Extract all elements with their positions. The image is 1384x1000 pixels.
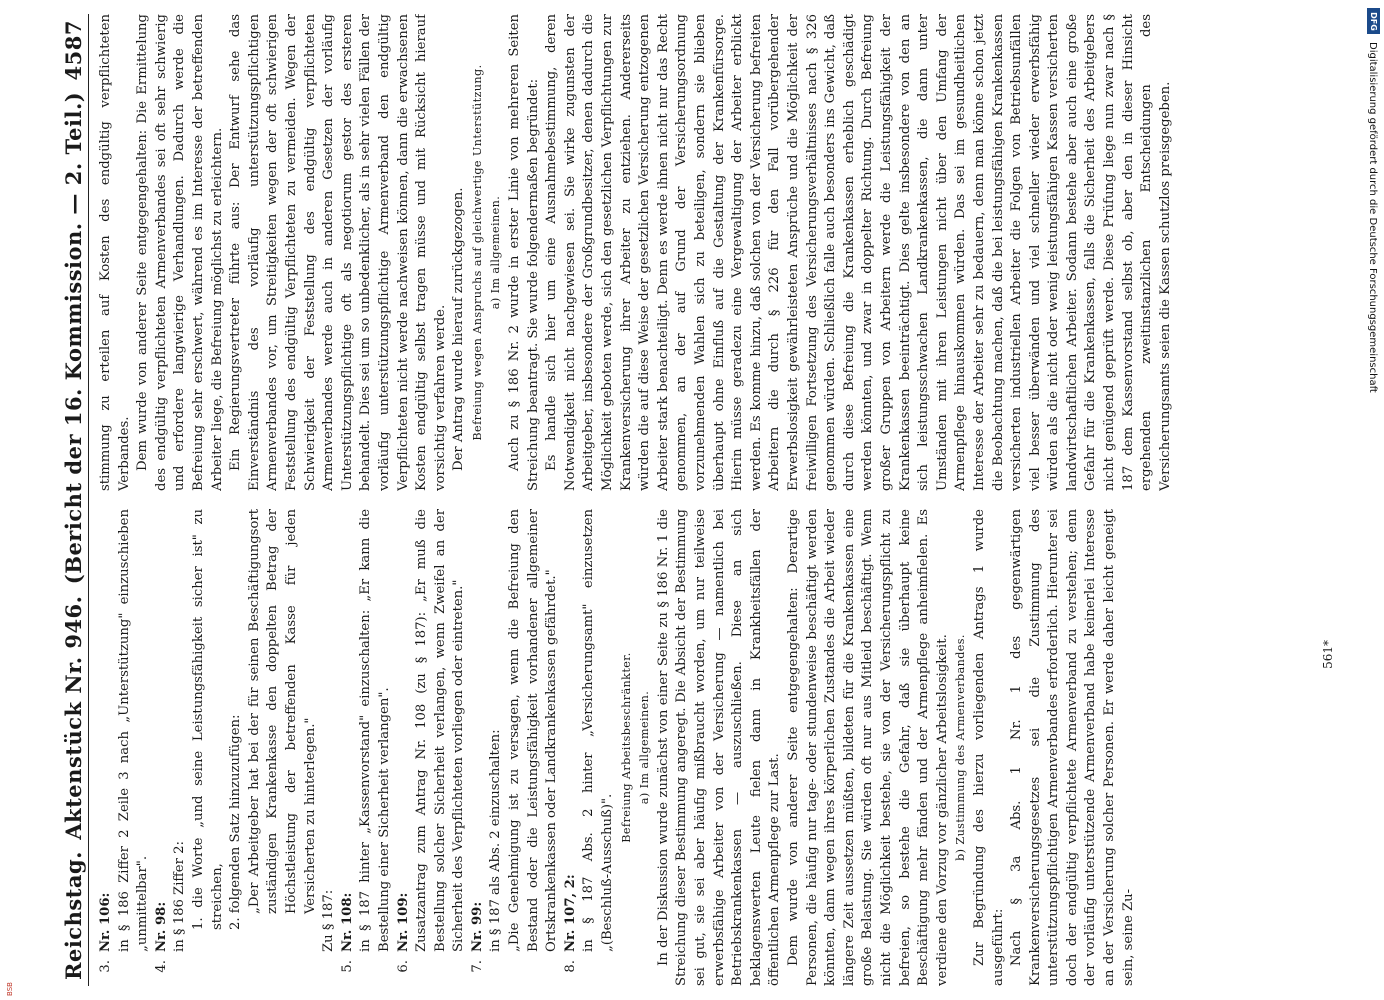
right-column: [97, 14, 1272, 491]
paragraph: Auch zu § 186 Nr. 2 wurde in erster Linie von mehreren Seiten Streichung beantragt. Sie wurde folgendermaßen begründet:: [507, 14, 541, 491]
list-item: 6. Nr. 109:: [395, 892, 411, 973]
header-reichstag: Reichstag.: [61, 851, 86, 980]
list-item: 5. Nr. 108:: [339, 892, 355, 973]
rotated-page: [55, 0, 1335, 1000]
subsection-heading: b) Zustimmung des Armenverbandes.: [954, 634, 968, 861]
left-column: 3. Nr. 106: in § 186 Ziffer 2 Zeile 3 nach „Unterstützung" einzuschieben „unmittelbar". 4. Nr. 98: in § 186 Ziffer 2: 1. die Worte „und seine Leistungsfähigkeit sicher ist" zu streichen, 2. folgenden Satz hinzuzufügen: „Der Arbeitgeber hat bei der für seinen Beschäftigungsort zuständigen Krankenkasse den doppelten Betrag der Höchstleistung der betreffenden Kasse für jeden Versicherten zu hinterlegen." Zu § 187: 5. Nr. 108: in § 187 hinter „Kassenvorstand" einzuschalten: „Er kann die Bestellung einer Sicherheit verlangen". 6. Nr. 109: Zusatzantrag zum Antrag Nr. 108 (zu § 187): „Er muß die Bestellung solcher Sicherheit verlangen, wenn Zweifel an der Sicherheit des Verpflichteten vorliegen oder eintreten." 7. Nr. 99: in § 187 als Abs. 2 einzuschalten: „Die Genehmigung ist zu versagen, wenn die Befreiung den Bestand oder die Leistungsfähigkeit vorhandener allgemeiner Ortskrankenkassen oder Landkrankenkassen gefährdet." 8. Nr. 107, 2: in § 187 Abs. 2 hinter „Versicherungsamt" einzusetzen „(Beschluß-Ausschuß)". Befreiung Arbeitsbeschränkter. a) Im allgemeinen. In der Diskussion wurde zunächst von einer Seite zu § 186 Nr. 1 die Streichung dieser Bestimmung angeregt. Die Absicht der Bestimmung sei gut, sie sei aber häufig mißbraucht worden, um nur teilweise erwerbsfähige Arbeiter von der Versicherung — namentlich bei Betriebskrankenkassen — auszuschließen. Diese an sich beklagenswerten Leute fielen dann in Krankheitsfällen der öffentlichen Armenpflege zur Last. Dem wurde von anderer Seite entgegengehalten: Derartige Personen, die häufig nur tage- oder stundenweise beschäftigt werden könnten, dann wegen ihres körperlichen Zustandes die Arbeit wieder längere Zeit aussetzen müßten, bildeten für die Krankenkassen eine große Belastung. Sie würden oft nur aus Mitleid beschäftigt. Wenn nicht die Möglichkeit bestehe, sie von der Versicherungspflicht zu befreien, so bestehe die Gefahr, daß sie überhaupt keine Beschäftigung mehr fänden und der Armenpflege anheimfielen. Es verdiene den Vorzug vor gänzlicher Arbeitslosigkeit. b) Zustimmung des Armenverbandes. Zur Begründung des hierzu vorliegenden Antrags 1 wurde ausgeführt: Nach § 3a Abs. 1 Nr. 1 des gegenwärtigen Krankenversicherungsgesetzes sei die Zustimmung des unterstützungspflichtigen Armenverbandes erforderlich. Hierunter sei doch der endgültig verpflichtete Armenverband zu verstehen; denn der vorläufig unterstützende Armenverband habe keinerlei Interesse an der Versicherung solcher Personen. Er werde daher leicht geneigt sein, seine Zu-: [97, 509, 1272, 986]
header-aktenstueck: Aktenstück Nr. 946.: [61, 595, 86, 840]
text-columns: [89, 14, 1272, 986]
page-number: 4587: [61, 20, 86, 81]
sheet-signature: 561*: [1321, 640, 1335, 669]
digitization-credit: Digitalisierung gefördert durch die Deutsche Forschungsgemeinschaft: [1367, 42, 1378, 393]
section-heading: Befreiung Arbeitsbeschränkter.: [619, 652, 633, 843]
subsection-heading: a) Im allgemeinen.: [489, 195, 503, 310]
paragraph: Der Antrag wurde hierauf zurückgezogen.: [451, 187, 467, 471]
digitization-strip: [1366, 0, 1380, 1000]
subsection-heading: a) Im allgemeinen.: [638, 690, 652, 805]
paragraph: stimmung zu erteilen auf Kosten des endgültig verpflichteten Verbandes.: [98, 14, 132, 491]
paragraph: In der Diskussion wurde zunächst von einer Seite zu § 186 Nr. 1 die Streichung dieser Bestimmung angeregt. Die Absicht der Bestimmung sei gut, sie sei aber häufig mißbraucht worden, um nur teilweise erwerbsfähige Arbeiter von der Versicherung — namentlich bei Betriebskrankenkassen — auszuschließen. Diese an sich beklagenswerten Leute fielen dann in Krankheitsfällen der öffentlichen Armenpflege zur Last.: [655, 509, 783, 986]
list-item: 8. Nr. 107, 2:: [562, 874, 578, 973]
dfg-logo-icon: DFG: [1367, 8, 1380, 34]
paragraph: Dem wurde von anderer Seite entgegengehalten: Derartige Personen, die häufig nur tage- oder stundenweise beschäftigt werden könnten, dann wegen ihres körperlichen Zustandes die Arbeit wieder längere Zeit aussetzen müßten, bildeten für die Krankenkassen eine große Belastung. Sie würden oft nur aus Mitleid beschäftigt. Wenn nicht die Möglichkeit bestehe, sie von der Versicherungspflicht zu befreien, so bestehe die Gefahr, daß sie überhaupt keine Beschäftigung mehr fänden und der Armenpflege anheimfielen. Es verdiene den Vorzug vor gänzlicher Arbeitslosigkeit.: [785, 509, 950, 986]
list-item: 3. Nr. 106:: [98, 892, 113, 973]
paragraph: Zur Begründung des hierzu vorliegenden Antrags 1 wurde ausgeführt:: [971, 509, 1006, 986]
header-bericht: (Bericht der 16. Kommission. — 2. Teil.): [61, 91, 86, 585]
page-header: [61, 14, 89, 986]
list-item: 4. Nr. 98:: [153, 901, 169, 973]
section-heading: Befreiung wegen Anspruchs auf gleichwertige Unterstützung.: [470, 64, 484, 441]
paragraph: Nach § 3a Abs. 1 Nr. 1 des gegenwärtigen Krankenversicherungsgesetzes sei die Zustimmung des unterstützungspflichtigen Armenverbandes erforderlich. Hierunter sei doch der endgültig verpflichtete Armenverband zu verstehen; denn der vorläufig unterstützende Armenverband habe keinerlei Interesse an der Versicherung solcher Personen. Er werde daher leicht geneigt sein, seine Zu-: [1009, 509, 1136, 986]
paragraph: Ein Regierungsvertreter führte aus: Der Entwurf sehe das Einverständnis des vorläufig unterstützungspflichtigen Armenverbandes vor, um Streitigkeiten wegen der oft schwierigen Feststellung des endgültig Verpflichteten zu vermeiden. Wegen der Schwierigkeit der Feststellung des endgültig verpflichteten Armenverbandes werde auch in anderen Gesetzen der vorläufig Unterstützungspflichtige oft als negotiorum gestor des ersteren behandelt. Dies sei um so unbedenklicher, als in sehr vielen Fällen der vorläufig unterstützungspflichtige Armenverband den endgültig Verpflichteten nicht werde nachweisen können, dann die erwachsenen Kosten endgültig selbst tragen müsse und mit Rücksicht hierauf vorsichtig verfahren werde.: [228, 14, 448, 491]
paragraph: Dem wurde von anderer Seite entgegengehalten: Die Ermittelung des endgültig verpflichteten Armenverbandes sei oft sehr schwierig und erfordere langwierige Verhandlungen. Dadurch werde die Befreiung sehr erschwert, während es im Interesse der betreffenden Arbeiter liege, die Befreiung möglichst zu erleichtern.: [135, 14, 225, 491]
paragraph: Es handle sich hier um eine Ausnahmebestimmung, deren Notwendigkeit nicht nachgewiesen sei. Sie wirke zugunsten der Arbeitgeber, insbesondere der Großgrundbesitzer, denen dadurch die Möglichkeit geboten werde, sich den gesetzlichen Verpflichtungen zur Krankenversicherung ihrer Arbeiter zu entziehen. Andererseits würden die auf diese Weise der gesetzlichen Versicherung entzogenen Arbeiter stark benachteiligt. Denn es werde ihnen nicht nur das Recht genommen, an der auf Grund der Versicherungsordnung vorzunehmenden Wahlen sich zu beteiligen, sondern sie blieben überhaupt ohne Einfluß auf die Gestaltung der Krankenfürsorge. Hierin müsse geradezu eine Vergewaltigung der Arbeiter erblickt werden. Es komme hinzu, daß solchen von der Versicherung befreiten Arbeitern die durch § 226 für den Fall vorübergehender Erwerbslosigkeit gewährleisteten Ansprüche und die Möglichkeit der freiwilligen Fortsetzung des Versicherungsverhältnisses nach § 326 genommen würden. Schließlich falle auch besonders ins Gewicht, daß durch diese Befreiung die Krankenkassen erheblich geschädigt werden könnten, und zwar in doppelter Richtung. Durch Befreiung großer Gruppen von Arbeitern werde die Leistungsfähigkeit der Krankenkassen beeinträchtigt. Dies gelte insbesondere von den an sich leistungsschwachen Landkrankenkassen, die dann unter Umständen mit ihren Leistungen nicht über den Umfang der Armenpflege hinauskommen würden. Das sei im gesundheitlichen Interesse der Arbeiter sehr zu bedauern, denn man könne schon jetzt die Beobachtung machen, daß die bei leistungsfähigen Krankenkassen versicherten industriellen Arbeiter die Folgen von Betriebsunfällen viel besser überwänden und viel schneller wieder erwerbsfähig würden als die nicht oder wenig leistungsfähigen Kassen versicherten landwirtschaftlichen Arbeiter. Sodann bestehe aber auch eine große Gefahr für die Krankenkassen, falls die Sicherheit des Arbeitgebers nicht genügend geprüft werde. Diese Prüfung liege nun zwar nach § 187 dem Kassenvorstand selbst ob, aber den in dieser Hinsicht ergehenden zweitinstanzlichen Entscheidungen des Versicherungsamts seien die Kassen schutzlos preisgegeben.: [544, 14, 1173, 491]
library-stamp: BSB: [6, 982, 14, 996]
list-item: 7. Nr. 99:: [469, 901, 485, 973]
